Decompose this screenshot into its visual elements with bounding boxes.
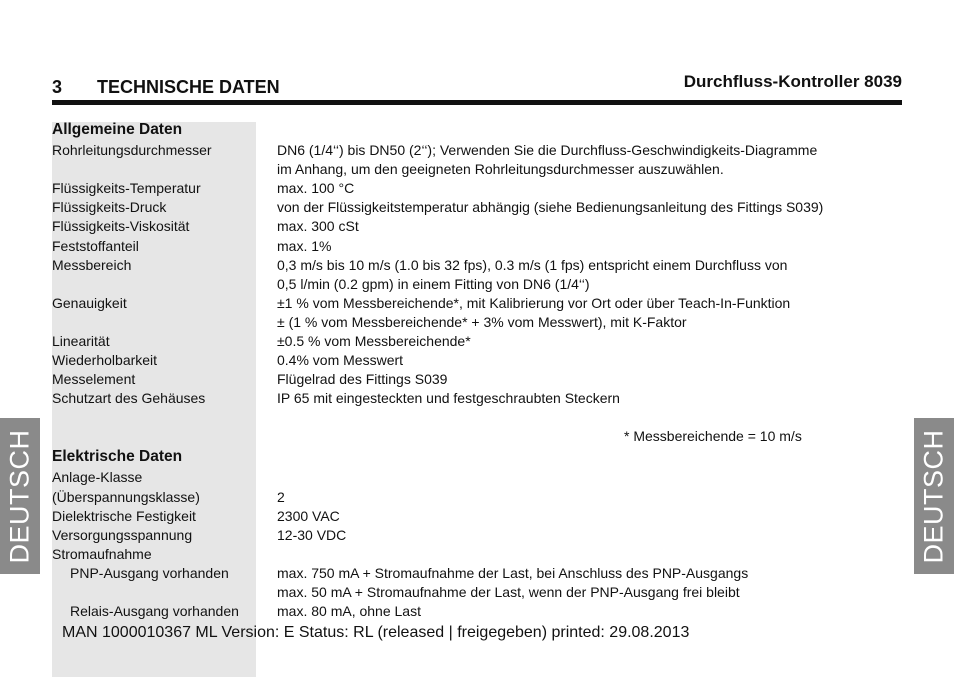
spec-label: PNP-Ausgang vorhanden xyxy=(70,565,229,581)
spec-value: 2 xyxy=(277,489,285,505)
print-footer: MAN 1000010367 ML Version: E Status: RL (released | freigegeben) printed: 29.08.2013 xyxy=(62,624,690,641)
spec-label: Relais-Ausgang vorhanden xyxy=(70,603,239,619)
spec-value: max. 80 mA, ohne Last xyxy=(277,603,421,619)
spec-label: Dielektrische Festigkeit xyxy=(52,508,196,524)
spec-label: Schutzart des Gehäuses xyxy=(52,390,206,406)
spec-label: Rohrleitungsdurchmesser xyxy=(52,142,212,158)
spec-label: Messelement xyxy=(52,371,136,387)
spec-value: ±0.5 % vom Messbereichende* xyxy=(277,333,471,349)
spec-label: (Überspannungsklasse) xyxy=(52,489,200,505)
spec-value: max. 100 °C xyxy=(277,180,355,196)
spec-label: Stromaufnahme xyxy=(52,546,152,562)
spec-label: Linearität xyxy=(52,333,110,349)
spec-value: von der Flüssigkeitstemperatur abhängig (siehe Bedienungsanleitung des Fittings S039) xyxy=(277,199,824,215)
spec-value: DN6 (1/4‘‘) bis DN50 (2‘‘); Verwenden Sie die Durchfluss-Geschwindigkeits-Diagramme xyxy=(277,142,818,158)
chapter-number: 3 xyxy=(52,77,63,97)
spec-value: 0,3 m/s bis 10 m/s (1.0 bis 32 fps), 0.3 m/s (1 fps) entspricht einem Durchfluss von xyxy=(277,257,788,273)
language-tab-right xyxy=(914,418,954,574)
spec-label: Flüssigkeits-Druck xyxy=(52,199,167,215)
spec-value: max. 50 mA + Stromaufnahme der Last, wenn der PNP-Ausgang frei bleibt xyxy=(277,584,740,600)
spec-value: 2300 VAC xyxy=(277,508,340,524)
spec-value: IP 65 mit eingesteckten und festgeschraubten Steckern xyxy=(277,390,620,406)
spec-label: Versorgungsspannung xyxy=(52,527,193,543)
spec-label: Wiederholbarkeit xyxy=(52,352,158,368)
spec-value: 12-30 VDC xyxy=(277,527,347,543)
footnote: * Messbereichende = 10 m/s xyxy=(624,428,802,444)
spec-value: im Anhang, um den geeigneten Rohrleitungsdurchmesser auszuwählen. xyxy=(277,161,724,177)
section-heading-electrical: Elektrische Daten xyxy=(52,448,183,465)
spec-value: 0,5 l/min (0.2 gpm) in einem Fitting von DN6 (1/4‘‘) xyxy=(277,276,590,292)
spec-value: 0.4% vom Messwert xyxy=(277,352,404,368)
language-tab-label: DEUTSCH xyxy=(4,428,35,564)
language-tab-label: DEUTSCH xyxy=(918,428,949,564)
spec-label: Anlage-Klasse xyxy=(52,469,143,485)
header-rule xyxy=(52,100,902,105)
section-heading-general: Allgemeine Daten xyxy=(52,121,183,138)
spec-value: max. 1% xyxy=(277,238,332,254)
spec-label: Messbereich xyxy=(52,257,132,273)
spec-value: max. 300 cSt xyxy=(277,218,359,234)
spec-label: Flüssigkeits-Viskosität xyxy=(52,218,190,234)
spec-value: max. 750 mA + Stromaufnahme der Last, bei Anschluss des PNP-Ausgangs xyxy=(277,565,749,581)
spec-value: Flügelrad des Fittings S039 xyxy=(277,371,448,387)
spec-value: ± (1 % vom Messbereichende* + 3% vom Messwert), mit K-Faktor xyxy=(277,314,687,330)
spec-label: Genauigkeit xyxy=(52,295,127,311)
chapter-title: TECHNISCHE DATEN xyxy=(97,77,280,97)
document-title: Durchfluss-Kontroller 8039 xyxy=(683,72,902,91)
spec-label: Flüssigkeits-Temperatur xyxy=(52,180,201,196)
spec-value: ±1 % vom Messbereichende*, mit Kalibrierung vor Ort oder über Teach-In-Funktion xyxy=(277,295,791,311)
language-tab-left xyxy=(0,418,40,574)
spec-label: Feststoffanteil xyxy=(52,238,139,254)
